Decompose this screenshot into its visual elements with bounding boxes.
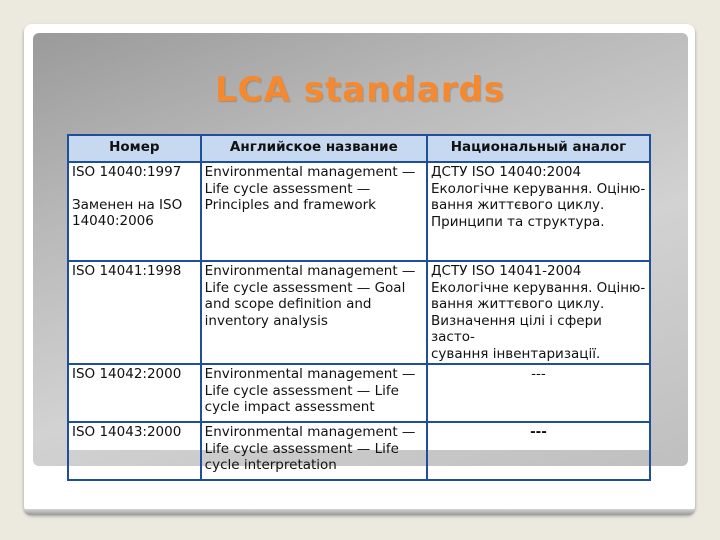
english-line: Environmental management — (204, 366, 416, 382)
english-line: inventory analysis (204, 312, 328, 329)
cell-number (68, 364, 201, 422)
english-line: Environmental management — (204, 263, 416, 279)
table-header-row (68, 135, 650, 162)
cell-national-analog (427, 261, 650, 364)
national-line: ДСТУ ISO 14040:2004 (430, 164, 582, 180)
cell-number (68, 162, 201, 261)
cell-english-name (201, 261, 427, 364)
standard-number: ISO 14043:2000 (72, 424, 182, 440)
national-line: Визначення цілі і сфери засто- (430, 312, 602, 345)
national-line: вання життєвого циклу. (430, 296, 605, 312)
standards-table (67, 134, 651, 481)
national-line: сування інвентаризації. (430, 345, 601, 362)
cell-english-name (201, 422, 427, 480)
national-line: --- (531, 366, 546, 382)
table-row (68, 364, 650, 422)
table-row (68, 162, 650, 261)
cell-national-analog (427, 162, 650, 261)
english-line: and scope definition and (204, 296, 372, 312)
table-row (68, 261, 650, 364)
national-line: ДСТУ ISO 14041-2004 (430, 263, 582, 279)
english-line: Life cycle assessment — (204, 180, 371, 197)
cell-english-name (201, 364, 427, 422)
english-line: cycle impact assessment (204, 399, 375, 415)
slide-title: LCA standards (215, 70, 506, 110)
slide-bottom-edge (24, 509, 695, 515)
english-line: Environmental management — (204, 164, 416, 180)
standards-table-container (67, 134, 651, 473)
english-line: Principles and framework (204, 197, 376, 213)
national-line: Принципи та структура. (430, 213, 605, 230)
national-line: Екологічне керування. Оціню- (430, 180, 646, 197)
english-line: Life cycle assessment — Life (204, 440, 399, 457)
english-line: Life cycle assessment — Goal (204, 279, 406, 296)
cell-national-analog (427, 364, 650, 422)
standard-number: ISO 14042:2000 (72, 366, 182, 382)
table-row (68, 422, 650, 480)
standard-number: ISO 14040:1997 (72, 164, 182, 180)
cell-english-name (201, 162, 427, 261)
english-line: Environmental management — (204, 424, 416, 440)
cell-number (68, 261, 201, 364)
cell-national-analog (427, 422, 650, 480)
national-line: --- (530, 424, 547, 440)
national-line: Екологічне керування. Оціню- (430, 279, 646, 296)
national-line: вання життєвого циклу. (430, 197, 605, 213)
english-line: Life cycle assessment — Life (204, 382, 399, 399)
header-number: Номер (68, 135, 201, 162)
standard-number: ISO 14041:1998 (72, 263, 182, 279)
english-line: cycle interpretation (204, 457, 337, 473)
cell-number (68, 422, 201, 480)
header-national-analog: Национальный аналог (427, 135, 650, 162)
replaced-note: 14040:2006 (72, 213, 154, 229)
header-english-name: Английское название (201, 135, 427, 162)
replaced-note: Заменен на ISO (72, 196, 183, 213)
